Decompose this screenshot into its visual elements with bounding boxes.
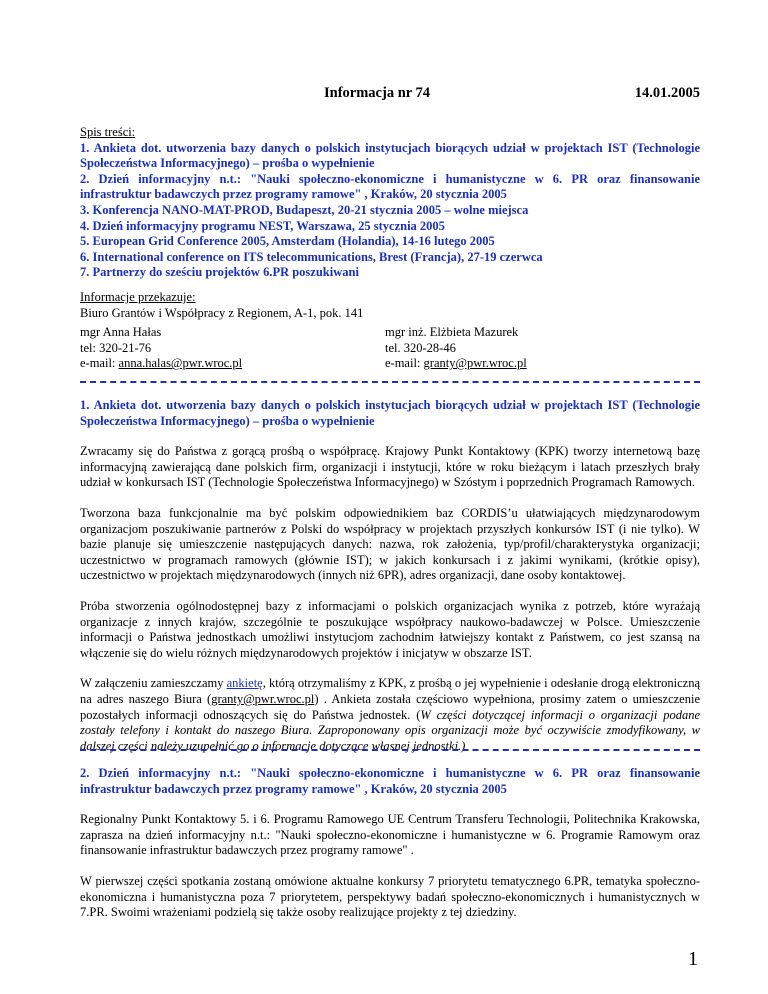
- document-title: Informacja nr 74: [324, 85, 431, 101]
- document-date: 14.01.2005: [634, 85, 700, 101]
- paragraph: Regionalny Punkt Kontaktowy 5. i 6. Programu Ramowego UE Centrum Transferu Technologii, Politechnika Krakowska, zaprasza na dzień informacyjny n.t.: "Nauki społeczno-ekonomiczne i humanistyczne w 6. Programie Ramowym oraz finansowanie infrastruktur badawczych przez programy ramowe" .: [80, 812, 700, 858]
- contacts-label: Informacje przekazuje:: [80, 290, 196, 304]
- section-1: [80, 398, 700, 754]
- text-run: , którą otrzymaliśmy z KPK, z prośbą o jej wypełnienie i odesłanie drogą elektroniczną na adres naszego Biura (: [80, 676, 700, 706]
- paragraph: [80, 676, 700, 754]
- office-email-link[interactable]: granty@pwr.wroc.pl: [211, 691, 315, 706]
- toc-item[interactable]: 4. Dzień informacyjny programu NEST, Warszawa, 25 stycznia 2005: [80, 218, 445, 233]
- toc-item[interactable]: 6. International conference on ITS telecommunications, Brest (Francja), 27-19 czerwca: [80, 249, 543, 264]
- contact-right: [385, 325, 527, 372]
- section-2-heading: 2. Dzień informacyjny n.t.: "Nauki społeczno-ekonomiczne i humanistyczne w 6. PR oraz finansowanie infrastruktur badawczych przez programy ramowe" , Kraków, 20 stycznia 2005: [80, 766, 700, 796]
- section-divider: [80, 749, 700, 751]
- paragraph: W pierwszej części spotkania zostaną omówione aktualne konkursy 7 priorytetu tematycznego 6.PR, tematyka społeczno-ekonomiczna i humanistyczna poza 7 priorytetem, perspektywy badań społeczno-ekonomicznych i humanistycznych w 7.PR. Swoimi wrażeniami podzielą się także osoby realizujące projekty z tej dziedziny.: [80, 873, 700, 920]
- paragraph: Zwracamy się do Państwa z gorącą prośbą o współpracę. Krajowy Punkt Kontaktowy (KPK) tworzy internetową bazę informacyjną zawierającą dane polskich firm, organizacji i instytucji, które w roku bieżącym i latach przeszłych brały udział w konkursach IST (Technologie Społeczeństwa Informacyjnego) w Szóstym i poprzednich Programach Ramowych.: [80, 444, 700, 490]
- paragraph: Tworzona baza funkcjonalnie ma być polskim odpowiednikiem baz CORDIS’u ułatwiających międzynarodowym organizacjom poszukiwanie partnerów z Polski do współpracy w projektach przyszłych konkursów IST (i nie tylko). W bazie planuje się umieszczenie następujących danych: nazwa, rok założenia, typ/profil/charakterystyka organizacji; uczestnictwo w programach ramowych (głównie IST); w jakich konkursach i z jakimi wynikami, (krótkie opisy), uczestnictwo w projektach międzynarodowych (innych niż 6PR), adres organizacji, dane osoby kontaktowej.: [80, 505, 700, 583]
- contact-email-label: e-mail:: [385, 356, 424, 371]
- contacts-office: Biuro Grantów i Współpracy z Regionem, A-1, pok. 141: [80, 305, 364, 320]
- contact-tel: tel. 320-28-46: [385, 340, 456, 355]
- toc-item[interactable]: 1. Ankieta dot. utworzenia bazy danych o polskich instytucjach biorących udział w projektach IST (Technologie Społeczeństwa Informacyjnego) – prośba o wypełnienie: [80, 140, 700, 171]
- paragraph: Próba stworzenia ogólnodostępnej bazy z informacjami o polskich organizacjach wynika z potrzeb, które wyrażają organizacje z innych krajów, szczególnie te poszukujące współpracy naukowo-badawczej w Polsce. Umieszczenie informacji o Państwa jednostkach umożliwi instytucjom zachodnim łatwiejszy kontakt z Państwem, co jest szansą na włączenie się do wielu różnych międzynarodowych projektów i inicjatyw w obszarze IST.: [80, 598, 700, 660]
- contact-name: mgr Anna Hałas: [80, 325, 162, 339]
- italic-note: W części dotyczącej informacji o organizacji podane zostały telefony i kontakt do naszego Biura. Zaproponowany opis organizacji może być oczywiście zmodyfikowany, w dalszej części należy uzupełnić go o informacje dotyczące własnej jednostki.): [80, 707, 700, 753]
- text-run: W załączeniu zamieszczamy: [80, 676, 227, 691]
- toc-item[interactable]: 2. Dzień informacyjny n.t.: "Nauki społeczno-ekonomiczne i humanistyczne w 6. PR oraz finansowanie infrastruktur badawczych przez programy ramowe" , Kraków, 20 stycznia 2005: [80, 171, 700, 202]
- toc-item[interactable]: 7. Partnerzy do sześciu projektów 6.PR poszukiwani: [80, 265, 359, 280]
- table-of-contents: [80, 125, 700, 281]
- contact-left: [80, 325, 242, 372]
- contact-tel: tel: 320-21-76: [80, 340, 152, 355]
- toc-item[interactable]: 5. European Grid Conference 2005, Amsterdam (Holandia), 14-16 lutego 2005: [80, 234, 495, 249]
- contact-email-link[interactable]: granty@pwr.wroc.pl: [423, 356, 527, 371]
- contact-name: mgr inż. Elżbieta Mazurek: [385, 325, 519, 339]
- survey-link[interactable]: ankietę: [226, 676, 263, 691]
- text-run: ) . Ankieta została częściowo wypełniona, prosimy zatem o umieszczenie pozostałych informacji odnoszących się do Państwa jednostek. (: [80, 691, 700, 722]
- contact-email-label: e-mail:: [80, 356, 119, 371]
- section-divider: [80, 381, 700, 383]
- section-1-heading: 1. Ankieta dot. utworzenia bazy danych o polskich instytucjach biorących udział w projektach IST (Technologie Społeczeństwa Informacyjnego) – prośba o wypełnienie: [80, 398, 700, 428]
- toc-label: Spis treści:: [80, 125, 136, 139]
- section-2: [80, 766, 700, 921]
- contact-email-link[interactable]: anna.halas@pwr.wroc.pl: [118, 356, 243, 371]
- contacts-block: [80, 290, 700, 321]
- page-number: 1: [688, 948, 698, 970]
- toc-item[interactable]: 3. Konferencja NANO-MAT-PROD, Budapeszt, 20-21 stycznia 2005 – wolne miejsca: [80, 202, 529, 217]
